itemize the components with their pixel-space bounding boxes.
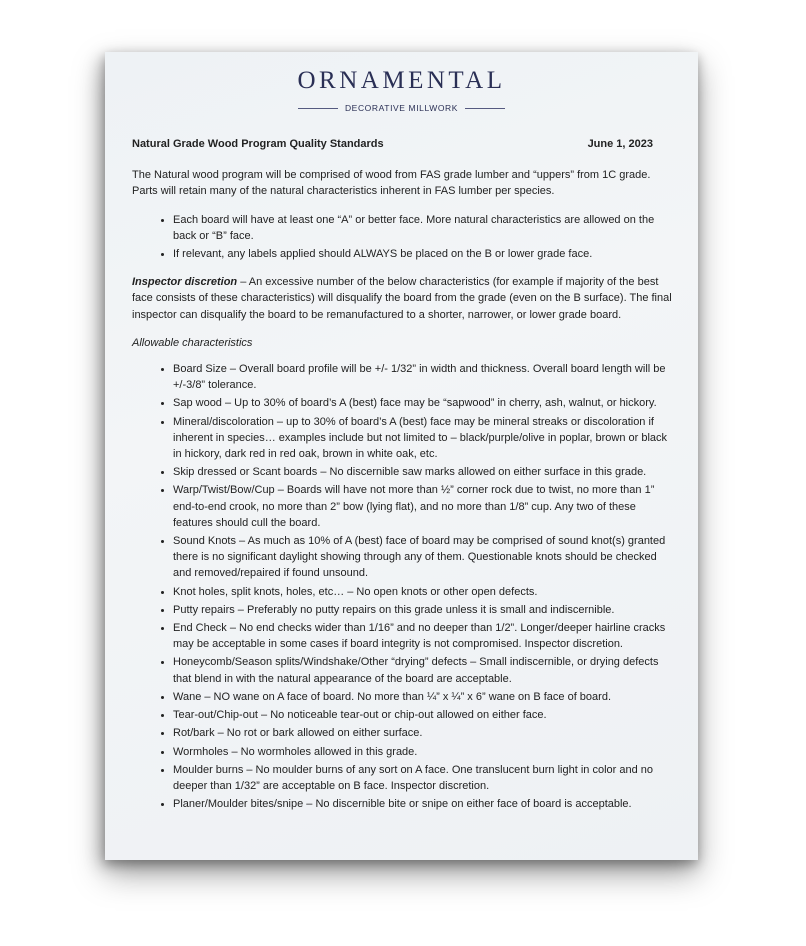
- divider-right: [465, 108, 505, 109]
- intro-bullet: • If relevant, any labels applied should ALWAYS be placed on the B or lower grade face.: [173, 246, 673, 262]
- characteristic-item: • End Check – No end checks wider than 1/16” and no deeper than 1/2”. Longer/deeper hairline cracks may be acceptable in some cases if board integrity is not compromised. Inspector discretion.: [173, 620, 673, 652]
- characteristic-item: • Board Size – Overall board profile will be +/- 1/32” in width and thickness. Overall board length will be +/-3/8” tolerance.: [173, 361, 673, 393]
- characteristic-item: • Moulder burns – No moulder burns of any sort on A face. One translucent burn light in color and no deeper than 1/32” are acceptable on B face. Inspector discretion.: [173, 762, 673, 794]
- document-date: June 1, 2023: [587, 138, 653, 150]
- characteristic-item: • Planer/Moulder bites/snipe – No discernible bite or snipe on either face of board is acceptable.: [173, 796, 673, 812]
- characteristic-item: • Wormholes – No wormholes allowed in this grade.: [173, 744, 673, 760]
- intro-bullet-list: [132, 212, 673, 263]
- characteristic-item: • Skip dressed or Scant boards – No discernible saw marks allowed on either surface in this grade.: [173, 464, 673, 480]
- document-title: Natural Grade Wood Program Quality Standards: [132, 138, 384, 150]
- characteristic-item: • Putty repairs – Preferably no putty repairs on this grade unless it is small and indiscernible.: [173, 602, 673, 618]
- characteristics-list: [132, 361, 673, 812]
- characteristic-item: • Sound Knots – As much as 10% of A (best) face of board may be comprised of sound knot(s) granted there is no significant daylight showing through any of them. Questionable knots should be checked and removed/repaired if found unsound.: [173, 533, 673, 582]
- characteristic-item: • Knot holes, split knots, holes, etc… – No open knots or other open defects.: [173, 584, 673, 600]
- characteristic-item: • Wane – NO wane on A face of board. No more than ¼” x ¼” x 6” wane on B face of board.: [173, 689, 673, 705]
- characteristic-item: • Mineral/discoloration – up to 30% of board’s A (best) face may be mineral streaks or discoloration if inherent in species… examples include but not limited to – black/purple/olive in poplar, brown or black in hickory, dark red in red oak, brown in white oak, etc.: [173, 414, 673, 463]
- inspector-text: – An excessive number of the below characteristics (for example if majority of the best face consists of these characteristics) will disqualify the board from the grade (even on the B surface). The final inspector can disqualify the board to be remanufactured to a shorter, narrower, or lower grade board.: [132, 276, 672, 321]
- divider-left: [298, 108, 338, 109]
- intro-bullet: • Each board will have at least one “A” or better face. More natural characteristics are allowed on the back or “B” face.: [173, 212, 673, 244]
- brand-name: ORNAMENTAL: [297, 67, 506, 94]
- characteristic-item: • Tear-out/Chip-out – No noticeable tear-out or chip-out allowed on either face.: [173, 707, 673, 723]
- characteristic-item: • Rot/bark – No rot or bark allowed on either surface.: [173, 725, 673, 741]
- characteristic-item: • Honeycomb/Season splits/Windshake/Other “drying” defects – Small indiscernible, or drying defects that blend in with the natural appearance of the board are acceptable.: [173, 654, 673, 686]
- characteristic-item: • Warp/Twist/Bow/Cup – Boards will have not more than ½” corner rock due to twist, no more than 1” end-to-end crook, no more than 2” bow (lying flat), and no more than 1/8” cup. Any two of these features should cull the board.: [173, 482, 673, 531]
- document-header: [132, 136, 673, 152]
- document-page: [105, 52, 698, 860]
- inspector-label: Inspector discretion: [132, 276, 238, 289]
- characteristic-item: • Sap wood – Up to 30% of board’s A (best) face may be “sapwood” in cherry, ash, walnut, or hickory.: [173, 395, 673, 411]
- inspector-paragraph: [132, 274, 673, 323]
- brand-tagline-row: [105, 103, 698, 113]
- intro-paragraph: The Natural wood program will be comprised of wood from FAS grade lumber and “uppers” from 1C grade. Parts will retain many of the natural characteristics inherent in FAS lumber per species.: [132, 169, 651, 198]
- document-body: [132, 136, 673, 824]
- allowable-heading: Allowable characteristics: [132, 336, 253, 349]
- brand-tagline: DECORATIVE MILLWORK: [344, 103, 459, 113]
